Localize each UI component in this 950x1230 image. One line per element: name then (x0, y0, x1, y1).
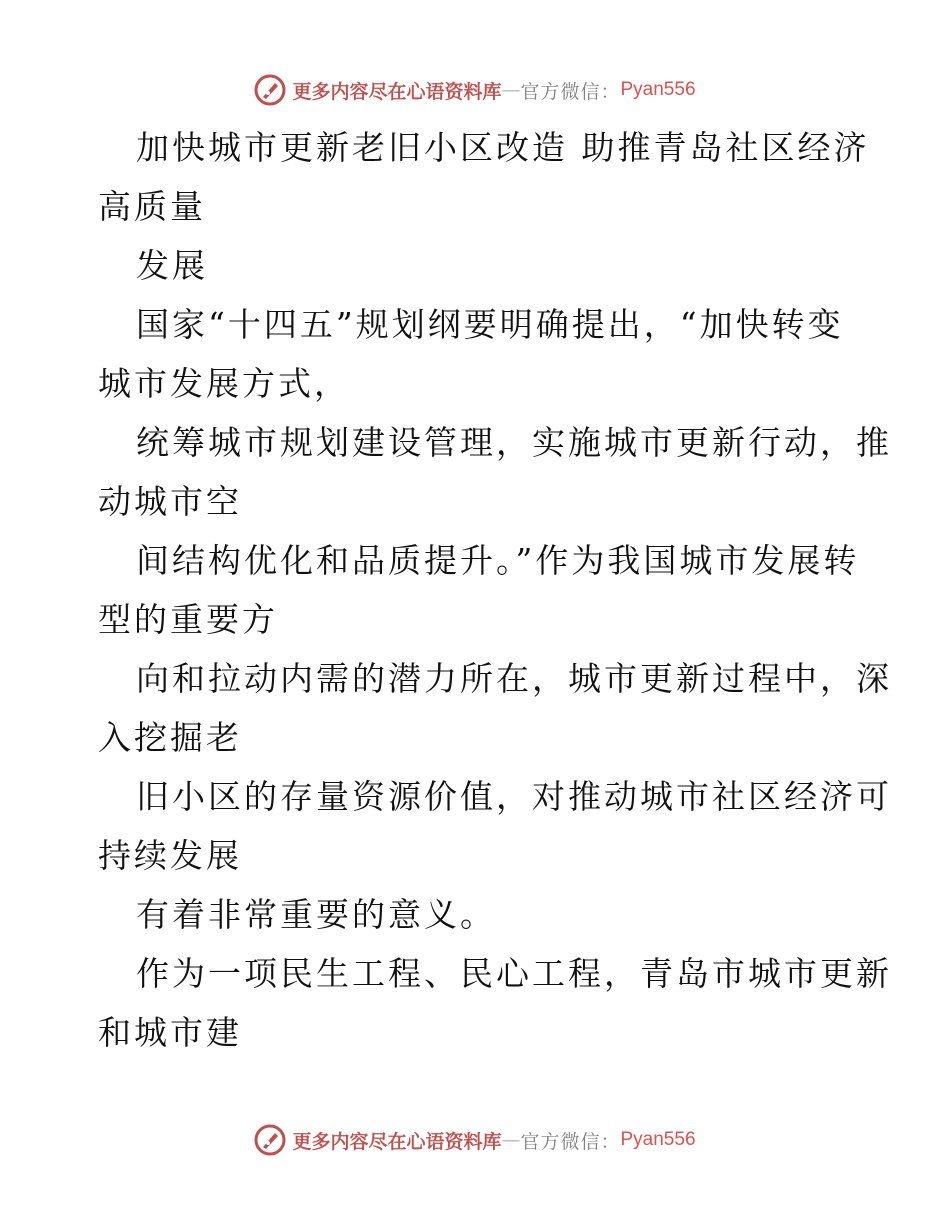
header-banner-separator: — (501, 79, 521, 101)
text-line: 向和拉动内需的潜力所在，城市更新过程中，深 (136, 659, 892, 698)
text-line: 入挖掘老 (98, 718, 242, 757)
footer-banner-wechat-id: Pyan556 (620, 1129, 696, 1150)
text-line: 高质量 (98, 187, 206, 226)
header-banner-title: 更多内容尽在心语资料库 (292, 80, 502, 103)
text-line: 型的重要方 (98, 600, 278, 639)
pen-nib-logo-icon (254, 1124, 286, 1156)
text-line: 持续发展 (98, 836, 242, 875)
text-line: 和城市建 (98, 1013, 242, 1052)
text-line: 发展 (136, 246, 208, 285)
header-banner-wechat-id: Pyan556 (620, 79, 696, 100)
footer-banner-wechat-label: 官方微信： (520, 1130, 621, 1153)
pen-nib-logo-icon (254, 74, 286, 106)
document-body (98, 118, 892, 1062)
text-line: 旧小区的存量资源价值，对推动城市社区经济可 (136, 777, 892, 816)
footer-banner (0, 1120, 950, 1160)
footer-banner-separator: — (501, 1129, 521, 1151)
header-banner-wechat-label: 官方微信： (520, 80, 621, 103)
text-line: 间结构优化和品质提升。”作为我国城市发展转 (136, 541, 860, 580)
text-line: 国家“十四五”规划纲要明确提出，“加快转变 (136, 305, 844, 344)
text-line: 统筹城市规划建设管理，实施城市更新行动，推 (136, 423, 892, 462)
header-banner (0, 70, 950, 110)
text-line: 有着非常重要的意义。 (136, 895, 496, 934)
footer-banner-title: 更多内容尽在心语资料库 (292, 1130, 502, 1153)
text-line: 动城市空 (98, 482, 242, 521)
text-line: 城市发展方式， (98, 364, 350, 403)
text-line: 加快城市更新老旧小区改造 助推青岛社区经济 (136, 128, 870, 167)
text-line: 作为一项民生工程、民心工程，青岛市城市更新 (136, 954, 892, 993)
